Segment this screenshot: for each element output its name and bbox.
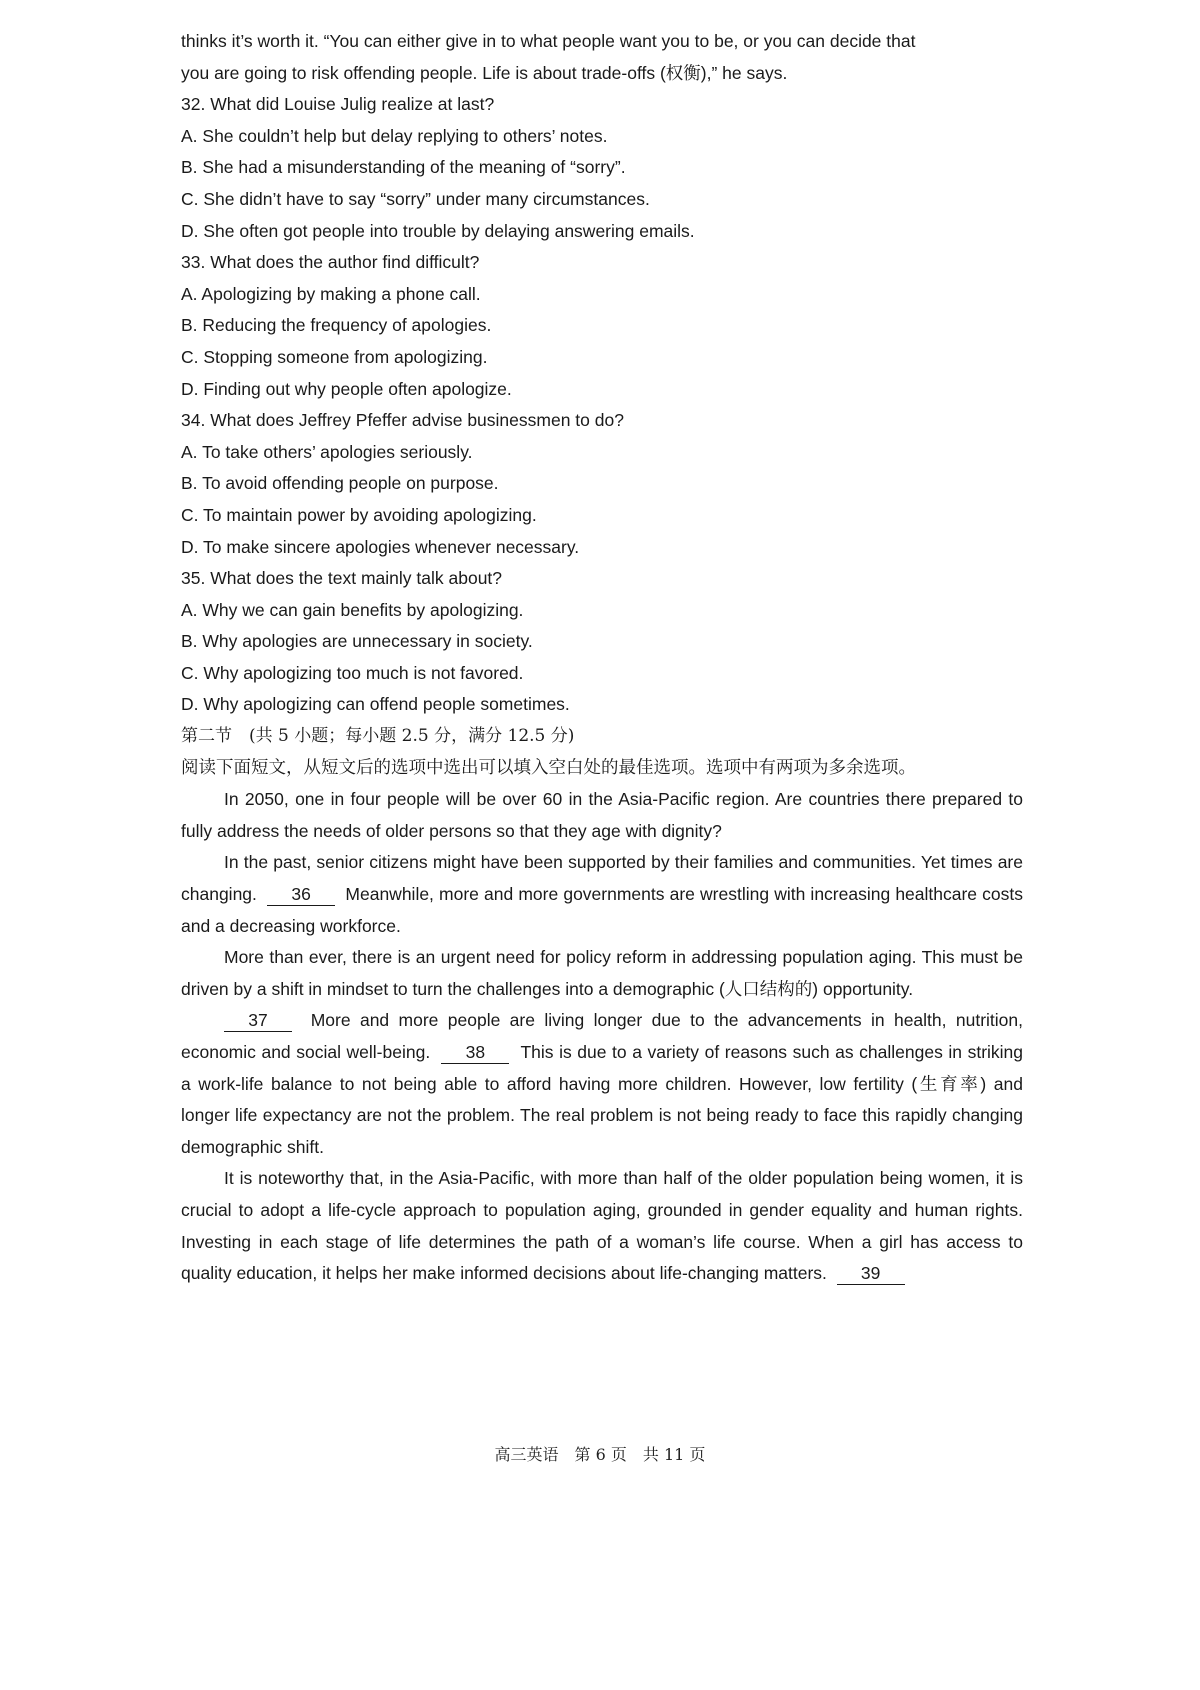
option-b: B. Why apologies are unnecessary in society. xyxy=(181,631,533,652)
option-c: C. Why apologizing too much is not favored. xyxy=(181,662,524,683)
option-d: D. Finding out why people often apologize. xyxy=(181,378,512,399)
paragraph-text: Meanwhile, more and more governments are wrestling with increasing healthcare costs and a decreasing workforce. xyxy=(181,884,1024,936)
question-stem: 35. What does the text mainly talk about? xyxy=(181,568,503,589)
option-a: A. To take others’ apologies seriously. xyxy=(181,441,473,462)
option-b: B. To avoid offending people on purpose. xyxy=(181,473,499,494)
option-b: B. Reducing the frequency of apologies. xyxy=(181,315,492,336)
option-c: C. She didn’t have to say “sorry” under many circumstances. xyxy=(181,188,650,209)
question-35 xyxy=(181,563,1023,721)
intro-line-2: you are going to risk offending people. Life is about trade-offs (权衡),” he says. xyxy=(181,62,788,83)
option-d: D. She often got people into trouble by delaying answering emails. xyxy=(181,220,695,241)
paragraph-text: It is noteworthy that, in the Asia-Pacific, with more than half of the older population being women, it is crucial to adopt a life-cycle approach to population aging, grounded in gender equality and human rights. Investing in each stage of life determines the path of a woman’s life course. When a girl has access to quality education, it helps her make informed decisions about life-changing matters. xyxy=(181,1168,1023,1284)
question-32 xyxy=(181,89,1023,247)
section-instruction: 阅读下面短文，从短文后的选项中选出可以填入空白处的最佳选项。选项中有两项为多余选项。 xyxy=(181,757,916,778)
option-d: D. To make sincere apologies whenever necessary. xyxy=(181,536,580,557)
question-33 xyxy=(181,247,1023,405)
passage-paragraph-2 xyxy=(181,847,1023,942)
paragraph-text: In the past, senior citizens might have been supported by their families and communities. Yet times are changing. xyxy=(181,852,1023,905)
paragraph-text: This is due to a variety of reasons such as challenges in striking a work-life balance to not being able to afford having more children. However, low fertility (生育率) and longer life expectancy are not the problem. The real problem is not being ready to face this rapidly changing demographic shift. xyxy=(181,1042,1024,1157)
passage-paragraph-4 xyxy=(181,1005,1023,1163)
page-footer: 高三英语 第 6 页 共 11 页 xyxy=(494,1445,706,1464)
option-a: A. Why we can gain benefits by apologizing. xyxy=(181,599,524,620)
passage-paragraph-5 xyxy=(181,1163,1023,1289)
question-34 xyxy=(181,405,1023,563)
question-stem: 33. What does the author find difficult? xyxy=(181,252,480,273)
blank-39[interactable]: 39 xyxy=(837,1262,905,1285)
question-stem: 32. What did Louise Julig realize at last? xyxy=(181,94,495,115)
option-a: A. Apologizing by making a phone call. xyxy=(181,283,481,304)
blank-37[interactable]: 37 xyxy=(224,1009,292,1032)
option-b: B. She had a misunderstanding of the meaning of “sorry”. xyxy=(181,157,626,178)
section-heading: 第二节 (共 5 小题；每小题 2.5 分，满分 12.5 分) xyxy=(181,726,575,747)
option-d: D. Why apologizing can offend people sometimes. xyxy=(181,694,570,715)
blank-38[interactable]: 38 xyxy=(441,1041,509,1064)
question-stem: 34. What does Jeffrey Pfeffer advise businessmen to do? xyxy=(181,410,624,431)
intro-line-1: thinks it’s worth it. “You can either give in to what people want you to be, or you can decide that xyxy=(181,31,916,51)
passage-paragraph-3: More than ever, there is an urgent need for policy reform in addressing population aging. This must be driven by a shift in mindset to turn the challenges into a demographic (人口结构的) opportunity. xyxy=(181,947,1023,999)
exam-page xyxy=(181,26,1023,1290)
option-c: C. To maintain power by avoiding apologizing. xyxy=(181,504,537,525)
passage-paragraph-1: In 2050, one in four people will be over 60 in the Asia-Pacific region. Are countries there prepared to fully address the needs of older persons so that they age with dignity? xyxy=(181,789,1023,841)
option-a: A. She couldn’t help but delay replying to others’ notes. xyxy=(181,125,608,146)
blank-36[interactable]: 36 xyxy=(267,883,335,906)
option-c: C. Stopping someone from apologizing. xyxy=(181,346,488,367)
paragraph-text: More and more people are living longer due to the advancements in health, nutrition, economic and social well-being. xyxy=(181,1010,1023,1062)
